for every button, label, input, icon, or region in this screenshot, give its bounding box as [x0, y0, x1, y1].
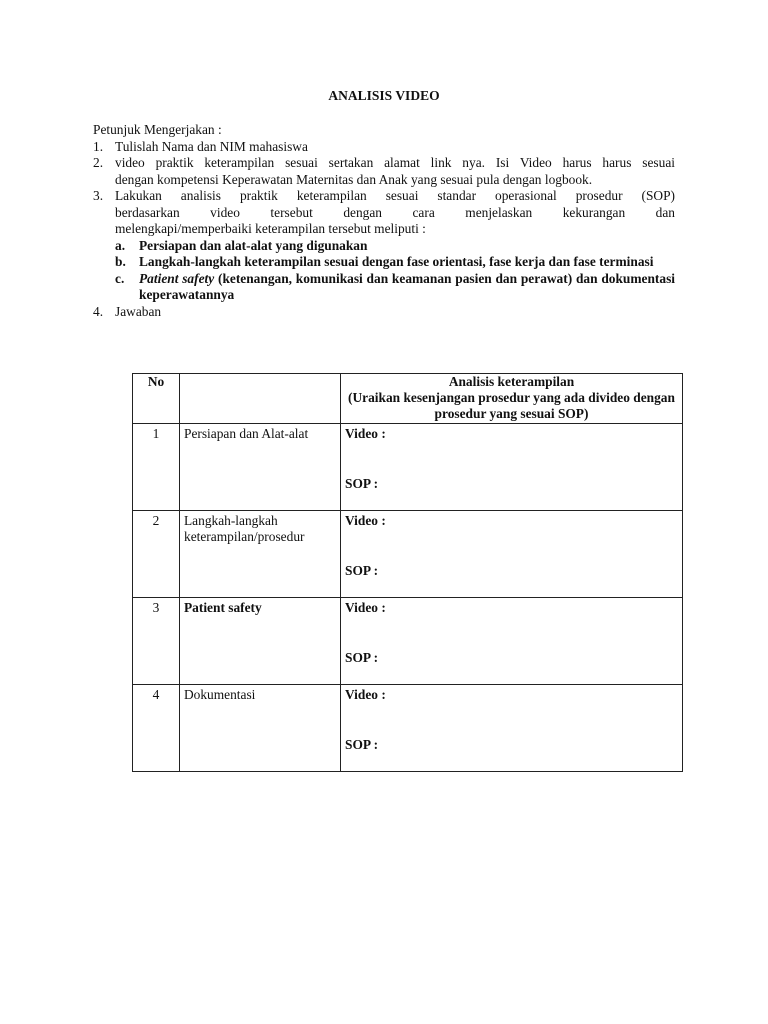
row-number: 1 [133, 424, 180, 511]
subitem-b [115, 254, 675, 271]
table-row [133, 685, 683, 772]
item-number: 2. [93, 155, 104, 170]
row-analysis [341, 685, 683, 772]
subitem-italic-term: Patient safety [139, 270, 215, 286]
sop-label: SOP : [345, 476, 379, 491]
row-number: 3 [133, 598, 180, 685]
document-title: ANALISIS VIDEO [328, 88, 440, 103]
subitem-text: Langkah-langkah keterampilan sesuai dengan fase orientasi, fase kerja dan fase terminasi [139, 254, 654, 269]
row-number: 4 [133, 685, 180, 772]
video-label: Video : [345, 687, 386, 702]
item-text-line: melengkapi/memperbaiki keterampilan tersebut meliputi : [115, 221, 426, 236]
header-analysis-subtitle: (Uraikan kesenjangan prosedur yang ada divideo dengan prosedur yang sesuai SOP) [348, 390, 675, 421]
instructions-heading: Petunjuk Mengerjakan : [93, 122, 222, 137]
item-text-line: dengan kompetensi Keperawatan Maternitas dan Anak yang sesuai pula dengan logbook. [115, 171, 593, 187]
header-no: No [133, 374, 180, 424]
item-text-line: berdasarkan video tersebut dengan cara menjelaskan kekurangan dan [115, 204, 675, 220]
row-aspect: Persiapan dan Alat-alat [180, 424, 341, 511]
analysis-table [132, 373, 683, 772]
table-row [133, 511, 683, 598]
row-analysis [341, 598, 683, 685]
sop-label: SOP : [345, 737, 379, 752]
subitem-label: b. [115, 254, 126, 269]
video-label: Video : [345, 513, 386, 528]
header-aspect [180, 374, 341, 424]
sop-label: SOP : [345, 650, 379, 665]
instruction-item-1 [93, 139, 675, 156]
row-aspect: Langkah-langkah keterampilan/prosedur [180, 511, 341, 598]
instruction-item-3 [93, 188, 675, 304]
instructions [93, 122, 675, 320]
item-number: 1. [93, 138, 104, 154]
row-aspect: Patient safety [180, 598, 341, 685]
video-label: Video : [345, 426, 386, 441]
item-number: 3. [93, 188, 104, 203]
row-analysis [341, 511, 683, 598]
row-analysis [341, 424, 683, 511]
subitem-text: (ketenangan, komunikasi dan keamanan pasien dan perawat) dan dokumentasi keperawatannya [139, 270, 675, 302]
instruction-item-2 [93, 155, 675, 188]
header-analysis [341, 374, 683, 424]
table-row [133, 424, 683, 511]
item-text: Jawaban [115, 303, 162, 319]
item-number: 4. [93, 303, 104, 319]
row-aspect: Dokumentasi [180, 685, 341, 772]
subitem-label: c. [115, 270, 125, 286]
table-row [133, 598, 683, 685]
table-header-row [133, 374, 683, 424]
item-text-line: video praktik keterampilan sesuai sertakan alamat link nya. Isi Video harus harus sesuai [115, 155, 675, 170]
subitem-a [115, 238, 675, 255]
subitem-text: Persiapan dan alat-alat yang digunakan [139, 237, 368, 253]
item-text-line: Lakukan analisis praktik keterampilan sesuai standar operasional prosedur (SOP) [115, 188, 675, 203]
instruction-item-4 [93, 304, 675, 321]
sop-label: SOP : [345, 563, 379, 578]
subitem-label: a. [115, 237, 126, 253]
row-number: 2 [133, 511, 180, 598]
header-analysis-title: Analisis keterampilan [448, 374, 575, 389]
item-text: Tulislah Nama dan NIM mahasiswa [115, 138, 308, 154]
subitem-c [115, 271, 675, 304]
video-label: Video : [345, 600, 386, 615]
